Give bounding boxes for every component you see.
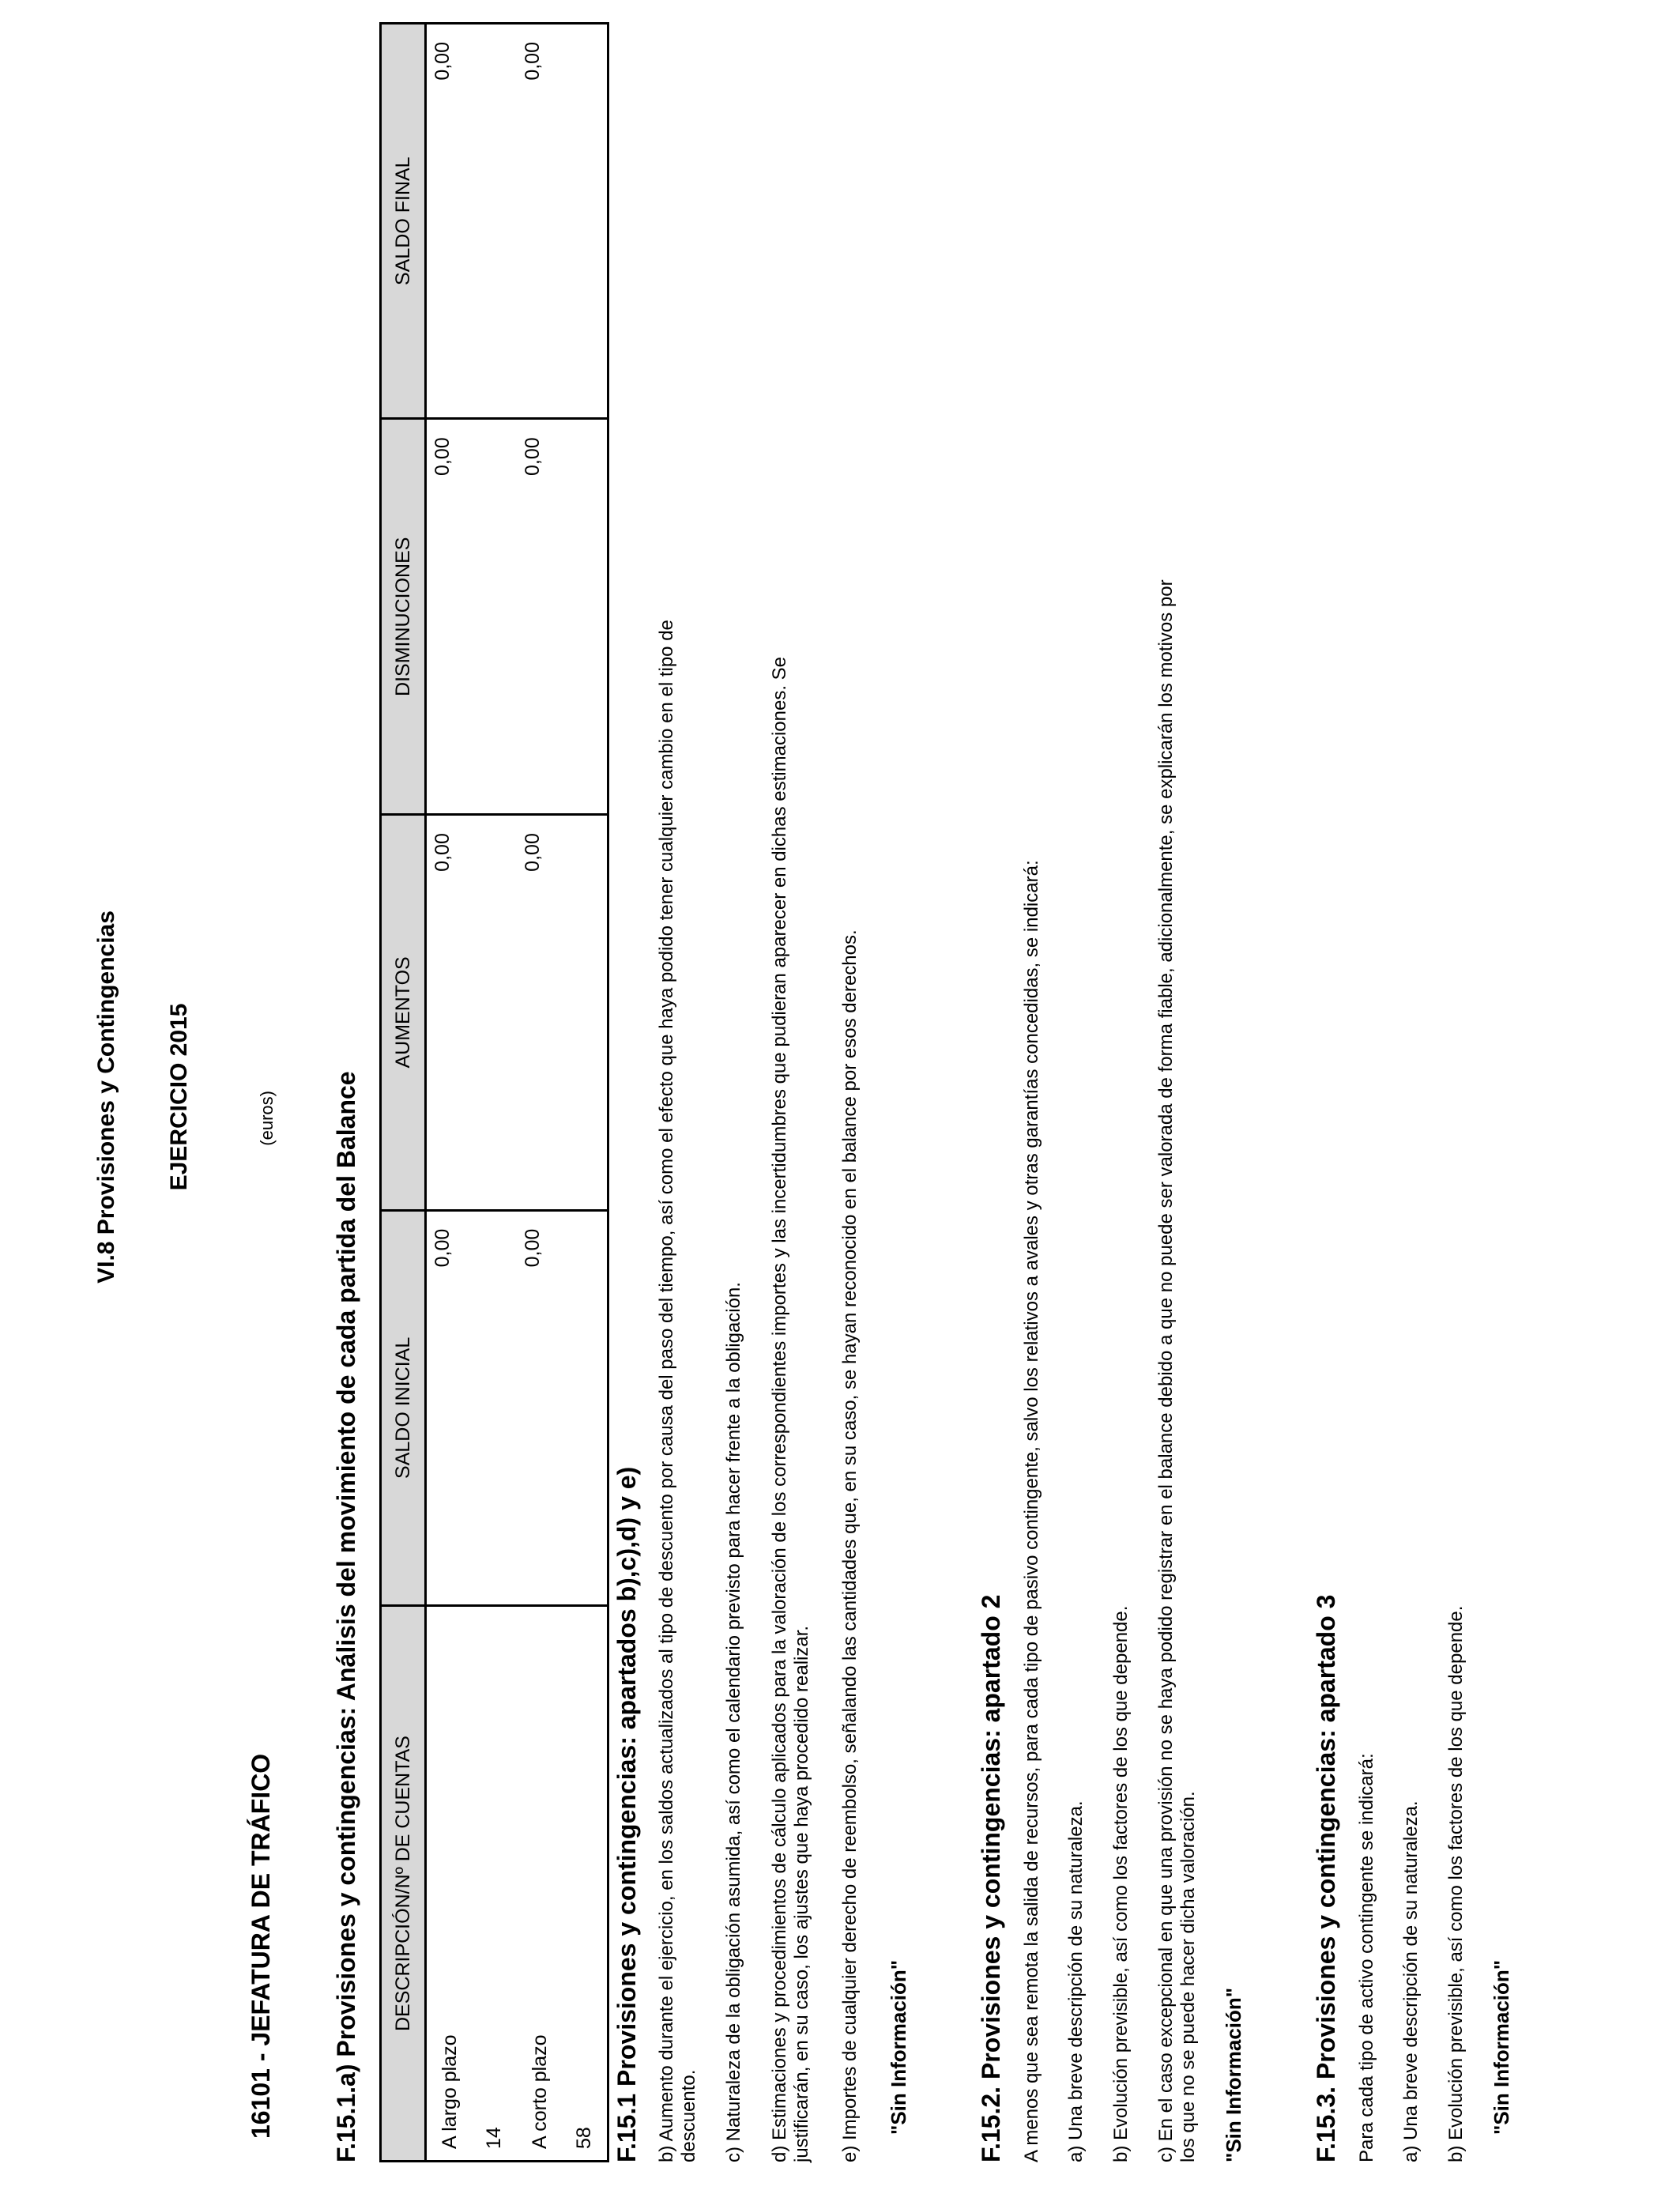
cell-saldo-inicial: 0,00 <box>426 1210 518 1605</box>
row-description: A corto plazo <box>529 2034 551 2149</box>
cell-aumentos: 0,00 <box>517 815 608 1211</box>
section-153-b: b) Evolución previsible, así como los factores de los que depende. <box>1445 1605 1467 2162</box>
table-row <box>517 24 608 2162</box>
cell-saldo-inicial: 0,00 <box>517 1210 608 1605</box>
section-153-heading: F.15.3. Provisiones y contingencias: apartado 3 <box>1312 1594 1340 2162</box>
section-151-sin-informacion: "Sin Información" <box>887 1959 910 2135</box>
section-153-intro: Para cada tipo de activo contingente se indicará: <box>1356 1753 1377 2162</box>
row-description-cell <box>426 1606 518 2162</box>
column-header-saldo-inicial: SALDO INICIAL <box>381 1210 426 1605</box>
row-account: 14 <box>483 2127 505 2149</box>
currency-unit: (euros) <box>257 1091 277 1146</box>
cell-saldo-final: 0,00 <box>517 24 608 419</box>
section-153-a: a) Una breve descripción de su naturaleza. <box>1400 1800 1422 2162</box>
section-153-sin-informacion: "Sin Información" <box>1490 1959 1513 2135</box>
row-description: A largo plazo <box>439 2034 461 2149</box>
column-header-aumentos: AUMENTOS <box>381 815 426 1211</box>
section-151a-heading: F.15.1.a) Provisiones y contingencias: Análisis del movimiento de cada partida del Balance <box>332 1071 360 2162</box>
column-header-disminuciones: DISMINUCIONES <box>381 419 426 815</box>
section-151-d-line1: d) Estimaciones y procedimientos de cálculo aplicados para la valoración de los correspondientes importes y las incertidumbres que pudieran aparecer en dichas estimaciones. Se <box>769 656 790 2162</box>
cell-saldo-final: 0,00 <box>426 24 518 419</box>
document-subtitle: EJERCICIO 2015 <box>166 1003 192 1191</box>
section-151-heading: F.15.1 Provisiones y contingencias: apartados b),c),d) y e) <box>612 1466 641 2162</box>
section-151-b-line1: b) Aumento durante el ejercicio, en los saldos actualizados al tipo de descuento por causa del paso del tiempo, así como el efecto que haya podido tener cualquier cambio en el tipo de <box>656 620 677 2162</box>
row-description-cell <box>517 1606 608 2162</box>
table-header-row <box>381 24 426 2162</box>
section-151-b-line2: descuento. <box>678 2069 699 2162</box>
section-151-d-line2: justificarán, en su caso, los ajustes que haya procedido realizar. <box>791 1625 812 2162</box>
column-header-description: DESCRIPCIÓN/Nº DE CUENTAS <box>381 1606 426 2162</box>
cell-aumentos: 0,00 <box>426 815 518 1211</box>
section-152-sin-informacion: "Sin Información" <box>1222 1987 1245 2162</box>
section-151-c: c) Naturaleza de la obligación asumida, así como el calendario previsto para hacer frente a la obligación. <box>723 1282 744 2162</box>
section-152-a: a) Una breve descripción de su naturaleza. <box>1065 1800 1087 2162</box>
row-account: 58 <box>573 2127 595 2149</box>
cell-disminuciones: 0,00 <box>517 419 608 815</box>
section-152-c-line1: c) En el caso excepcional en que una provisión no se haya podido registrar en el balance debido a que no puede ser valorada de forma fiable, adicionalmente, se explicarán los motivos por <box>1155 579 1177 2162</box>
cell-disminuciones: 0,00 <box>426 419 518 815</box>
movement-table <box>379 22 609 2162</box>
section-152-intro: A menos que sea remota la salida de recursos, para cada tipo de pasivo contingente, salvo los relativos a avales y otras garantías concedidas, se indicará: <box>1021 860 1042 2162</box>
entity-heading: 16101 - JEFATURA DE TRÁFICO <box>247 1753 275 2139</box>
table-row <box>426 24 518 2162</box>
section-152-c-line2: los que no se puede hacer dicha valoración. <box>1177 1791 1199 2162</box>
section-152-b: b) Evolución previsible, así como los factores de los que depende. <box>1110 1605 1132 2162</box>
section-152-heading: F.15.2. Provisiones y contingencias: apartado 2 <box>977 1594 1005 2162</box>
document-title: VI.8 Provisiones y Contingencias <box>93 910 119 1284</box>
column-header-saldo-final: SALDO FINAL <box>381 24 426 419</box>
section-151-e: e) Importes de cualquier derecho de reembolso, señalando las cantidades que, en su caso, se hayan reconocido en el balance por esos derechos. <box>839 929 861 2162</box>
